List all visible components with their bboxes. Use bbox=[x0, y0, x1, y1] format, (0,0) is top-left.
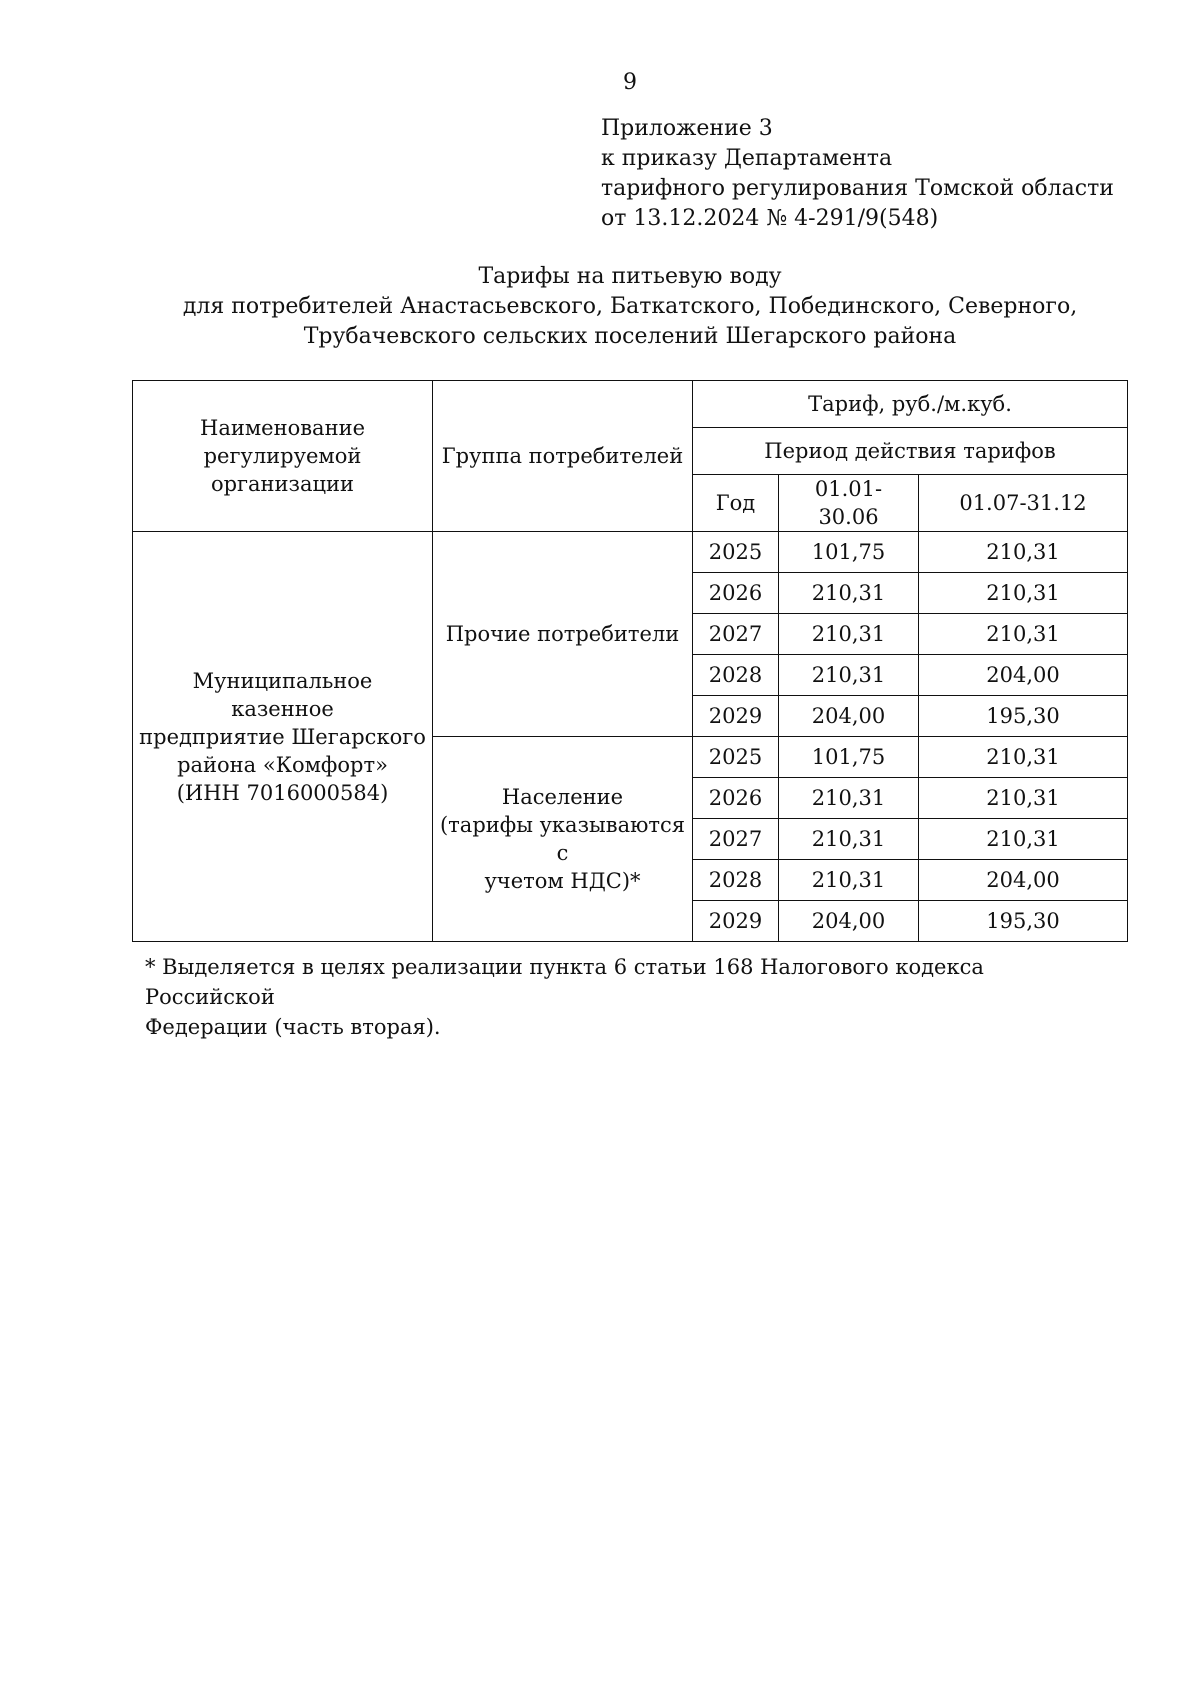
header-organization bbox=[133, 381, 433, 532]
consumer-group-line: Прочие потребители bbox=[445, 622, 680, 646]
year-cell: 2029 bbox=[693, 696, 779, 737]
tariff-first-half-cell: 210,31 bbox=[779, 860, 919, 901]
organization-line: Муниципальное казенное bbox=[192, 668, 373, 721]
tariff-second-half-cell: 210,31 bbox=[919, 614, 1128, 655]
title-line: Трубачевского сельских поселений Шегарского района bbox=[303, 324, 957, 349]
page-number: 9 bbox=[623, 70, 637, 95]
header-period-first-half: 01.01-30.06 bbox=[779, 475, 919, 532]
header-organization-line: регулируемой организации bbox=[203, 444, 362, 496]
organization-line: (ИНН 7016000584) bbox=[176, 780, 389, 805]
tariff-first-half-cell: 101,75 bbox=[779, 532, 919, 573]
consumer-group-line: учетом НДС)* bbox=[484, 869, 641, 893]
year-cell: 2029 bbox=[693, 901, 779, 942]
tariff-first-half-cell: 101,75 bbox=[779, 737, 919, 778]
title-line: Тарифы на питьевую воду bbox=[478, 264, 782, 289]
tariff-first-half-cell: 210,31 bbox=[779, 614, 919, 655]
header-tariff: Тариф, руб./м.куб. bbox=[693, 381, 1128, 428]
tariff-second-half-cell: 195,30 bbox=[919, 901, 1128, 942]
tariff-second-half-cell: 204,00 bbox=[919, 860, 1128, 901]
appendix-line: Приложение 3 bbox=[601, 116, 773, 141]
organization-cell bbox=[133, 532, 433, 942]
header-period-second-half: 01.07-31.12 bbox=[919, 475, 1128, 532]
tariff-second-half-cell: 204,00 bbox=[919, 655, 1128, 696]
header-period: Период действия тарифов bbox=[693, 428, 1128, 475]
appendix-line: тарифного регулирования Томской области bbox=[601, 176, 1114, 201]
document-title bbox=[130, 262, 1130, 352]
header-year: Год bbox=[693, 475, 779, 532]
footnote-line: * Выделяется в целях реализации пункта 6 статьи 168 Налогового кодекса Российской bbox=[145, 955, 984, 1009]
year-cell: 2026 bbox=[693, 573, 779, 614]
consumer-group-cell bbox=[433, 532, 693, 737]
title-line: для потребителей Анастасьевского, Баткатского, Побединского, Северного, bbox=[182, 294, 1078, 319]
tariff-second-half-cell: 195,30 bbox=[919, 696, 1128, 737]
year-cell: 2025 bbox=[693, 737, 779, 778]
tariff-first-half-cell: 210,31 bbox=[779, 573, 919, 614]
tariff-first-half-cell: 204,00 bbox=[779, 696, 919, 737]
header-consumer-group: Группа потребителей bbox=[433, 381, 693, 532]
footnote-line: Федерации (часть вторая). bbox=[145, 1015, 441, 1039]
organization-line: района «Комфорт» bbox=[177, 752, 388, 777]
tariff-second-half-cell: 210,31 bbox=[919, 532, 1128, 573]
table-row bbox=[133, 532, 1128, 573]
year-cell: 2028 bbox=[693, 860, 779, 901]
footnote bbox=[145, 952, 1105, 1042]
header-organization-line: Наименование bbox=[200, 416, 365, 440]
tariff-second-half-cell: 210,31 bbox=[919, 573, 1128, 614]
appendix-line: от 13.12.2024 № 4-291/9(548) bbox=[601, 206, 939, 231]
consumer-group-cell bbox=[433, 737, 693, 942]
tariff-second-half-cell: 210,31 bbox=[919, 778, 1128, 819]
tariff-second-half-cell: 210,31 bbox=[919, 819, 1128, 860]
tariff-first-half-cell: 210,31 bbox=[779, 655, 919, 696]
tariff-table bbox=[132, 380, 1128, 942]
tariff-first-half-cell: 210,31 bbox=[779, 819, 919, 860]
year-cell: 2027 bbox=[693, 614, 779, 655]
tariff-second-half-cell: 210,31 bbox=[919, 737, 1128, 778]
year-cell: 2028 bbox=[693, 655, 779, 696]
tariff-first-half-cell: 204,00 bbox=[779, 901, 919, 942]
consumer-group-line: (тарифы указываются с bbox=[439, 813, 686, 865]
year-cell: 2026 bbox=[693, 778, 779, 819]
year-cell: 2027 bbox=[693, 819, 779, 860]
organization-line: предприятие Шегарского bbox=[139, 724, 426, 749]
header-row bbox=[133, 381, 1128, 428]
year-cell: 2025 bbox=[693, 532, 779, 573]
consumer-group-line: Население bbox=[501, 785, 624, 809]
tariff-first-half-cell: 210,31 bbox=[779, 778, 919, 819]
appendix-line: к приказу Департамента bbox=[601, 146, 893, 171]
appendix-block bbox=[601, 114, 1114, 234]
